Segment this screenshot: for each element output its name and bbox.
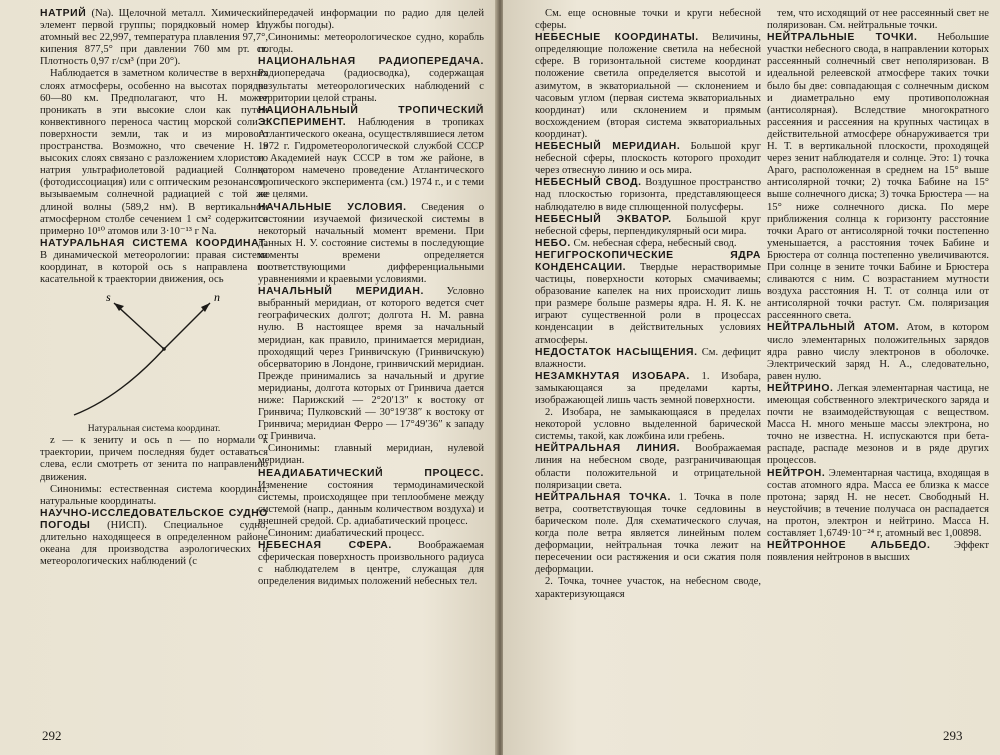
- dictionary-entry: [40, 8, 268, 68]
- entry-text: 2. Изобара, не замыкающаяся в пределах некоторой условно выделенной барической системы, такой, как ложбина или гребень.: [535, 407, 761, 443]
- entry-headword: НЕЙТРОННОЕ АЛЬБЕДО.: [767, 540, 931, 552]
- dictionary-entry: [258, 286, 484, 443]
- entry-text: Эффект появления нейтронов в высших: [767, 540, 989, 564]
- entry-headword: НАУЧНО-ИССЛЕДОВАТЕЛЬСКОЕ СУДНО ПОГОДЫ: [40, 507, 268, 531]
- axis-label-n: n: [214, 290, 220, 305]
- dictionary-entry: [535, 8, 761, 32]
- entry-headword: НЕЙТРАЛЬНАЯ ТОЧКА.: [535, 491, 671, 503]
- entry-headword: НЕЙТРАЛЬНАЯ ЛИНИЯ.: [535, 443, 681, 455]
- entry-text: Радиопередача (радиосводка), содержащая результаты метеорологических наблюдений с территории целой страны.: [258, 68, 484, 104]
- coordinate-diagram: [70, 289, 240, 419]
- right-page-column-2: [767, 8, 989, 564]
- entry-text: Большой круг небесной сферы, плоскость которого проходит через отвесную линию и ось мира.: [535, 141, 761, 177]
- left-page-column-1: [40, 8, 268, 568]
- dictionary-entry: [767, 540, 989, 564]
- entry-headword: НАЦИОНАЛЬНЫЙ ТРОПИЧЕСКИЙ ЭКСПЕРИМЕНТ.: [258, 104, 484, 128]
- entry-text: Сведения о состоянии изучаемой физической системы в некоторый начальный момент времени. При данных Н. У. состояние системы в последующие моменты времени определяется соответствующими дифференциальными уравнениями и краевыми условиями.: [258, 201, 485, 286]
- dictionary-entry: [535, 250, 761, 347]
- dictionary-entry: [40, 68, 268, 237]
- dictionary-entry: [767, 8, 989, 32]
- entry-headword: НАЧАЛЬНЫЙ МЕРИДИАН.: [258, 286, 424, 298]
- dictionary-entry: [535, 177, 761, 213]
- entry-headword: НАТУРАЛЬНАЯ СИСТЕМА КООРДИНАТ.: [40, 237, 268, 249]
- entry-headword: НАЧАЛЬНЫЕ УСЛОВИЯ.: [258, 201, 407, 213]
- dictionary-entry: [535, 32, 761, 141]
- dictionary-entry: [258, 443, 484, 467]
- entry-headword: НЕБЕСНЫЕ КООРДИНАТЫ.: [535, 32, 699, 44]
- entry-text: В динамической метеорологии: правая система координат, в которой ось s направлена по касательной к траектории движения, ось: [40, 249, 268, 286]
- dictionary-entry: [258, 468, 484, 528]
- entry-text: Большой круг небесной сферы, перпендикулярный оси мира.: [535, 213, 761, 237]
- entry-text: Синонимы: метеорологическое судно, корабль погоды.: [258, 32, 484, 56]
- left-page: [0, 0, 497, 755]
- dictionary-entry: [535, 443, 761, 491]
- dictionary-entry: [535, 141, 761, 177]
- entry-headword: НАЦИОНАЛЬНАЯ РАДИОПЕРЕДАЧА.: [258, 56, 484, 68]
- entry-headword: НЕБО.: [535, 237, 571, 249]
- entry-headword: НЕГИГРОСКОПИЧЕСКИЕ ЯДРА КОНДЕНСАЦИИ.: [535, 249, 761, 273]
- dictionary-entry: [535, 407, 761, 443]
- dictionary-entry: [535, 371, 761, 407]
- dictionary-entry: [535, 492, 761, 577]
- entry-headword: НЕБЕСНЫЙ ЭКВАТОР.: [535, 213, 672, 225]
- entry-headword: НЕЙТРИНО.: [767, 382, 834, 394]
- entry-text: См. еще основные точки и круги небесной сферы.: [535, 8, 761, 32]
- entry-headword: НЕЙТРАЛЬНЫЕ ТОЧКИ.: [767, 32, 918, 44]
- dictionary-entry: [258, 540, 484, 588]
- dictionary-entry: [767, 32, 989, 322]
- entry-text: 1. Изобара, замыкающаяся за пределами карты, изображающей лишь часть земной поверхности.: [535, 370, 761, 406]
- dictionary-entry: [40, 238, 268, 286]
- entry-text: Наблюдения в тропиках Атлантического океана, осуществлявшиеся летом 1972 г. Гидрометеорологической службой СССР и Академией наук СССР в том же районе, в котором намечено проведение Атлантического тропического эксперимента (см.) 1974 г., и с теми же целями.: [258, 116, 484, 201]
- left-page-column-2: [258, 8, 484, 589]
- entry-text: Атом, в котором число элементарных положительных зарядов ядра равно числу электронов в оболочке. Электрический заряд Н. А., следовательно, равен нулю.: [767, 322, 989, 382]
- dictionary-entry: [258, 528, 484, 540]
- entry-text: 1. Точка в поле ветра, соответствующая точке седловины в барическом поле. Для схематического случая, когда поле ветра является линейным полем деформации, нейтральная точка лежит на пересечении оси растяжения и оси сжатия поля деформации.: [535, 491, 761, 576]
- dictionary-entry: [258, 32, 484, 56]
- entry-headword: НЕЗАМКНУТАЯ ИЗОБАРА.: [535, 370, 690, 382]
- dictionary-entry: [258, 56, 484, 104]
- entry-text: Небольшие участки небесного свода, в направлении которых рассеянный солнечный свет неполяризован. В идеальной релеевской атмосфере таких точки было бы две: совпадающая с солнечным диском и диаметрально ему противоположная (антисолярная). Вследствие многократного рассеяния и рассеяния на крупных частицах в действительной атмосфере обнаруживается три Н. Т. в вертикальной плоскости, проходящей через зенит наблюдателя и солнце. Это: 1) точка Араго, расположенная в среднем на 15° выше антисолярной точки; 2) точка Бабине на 15° выше солнечного диска; 3) точка Брюстера — на 15° ниже солнечного диска. По мере приближения солнца к горизонту расстояние точки Араго от антисолярной точки постепенно уменьшается, а расстояния точек Бабине и Брюстера от солнца постепенно увеличиваются. При солнце в зените точки Бабине и Брюстера сливаются с ним. С возрастанием мутности воздуха расстояния Н. Т. от солнца или от антисолярной точки растут. См. поляризация рассеянного света.: [767, 32, 989, 322]
- entry-text: Синонимы: естественная система координат, натуральные координаты.: [40, 483, 268, 507]
- dictionary-entry: [767, 468, 989, 541]
- entry-text: z — к зениту и ось n — по нормали к траектории, причем последняя будет оставаться слева, если смотреть от зенита по направлению движения.: [40, 435, 268, 483]
- entry-headword: НЕЙТРОН.: [767, 467, 826, 479]
- right-page-column-1: [535, 8, 761, 601]
- entry-text: Синонимы: главный меридиан, нулевой меридиан.: [258, 443, 484, 467]
- dictionary-entry: [258, 105, 484, 202]
- entry-text: Легкая элементарная частица, не имеющая собственного электрического заряда и почти не взаимодействующая с веществом. Масса Н. много меньше массы электрона, но точно не известна. Н. испускаются при бета-распаде, распаде мезонов и в ряде других процессов.: [767, 382, 989, 467]
- entry-text: См. небесная сфера, небесный свод.: [570, 237, 737, 249]
- entry-headword: НЕДОСТАТОК НАСЫЩЕНИЯ.: [535, 346, 698, 358]
- entry-text: Величины, определяющие положение светила на небесной сфере. В горизонтальной системе координат положение светила определяется высотой и азимутом, в экваториальной — склонением и часовым углом (первая система экваториальных координат) или склонением и прямым восхождением (вторая система экваториальных координат).: [535, 32, 761, 140]
- entry-text: Воображаемая линия на небесном своде, разграничивающая области положительной и отрицательной поляризации света.: [535, 443, 761, 491]
- dictionary-entry: [535, 214, 761, 238]
- entry-headword: НЕБЕСНЫЙ СВОД.: [535, 177, 642, 189]
- right-page: [503, 0, 1000, 755]
- dictionary-entry: [40, 508, 268, 568]
- entry-text: Наблюдается в заметном количестве в верхних слоях атмосферы, особенно на высотах порядка 60—80 км. Предполагают, что Н. может проникать в эти высокие слои как путем конвективного переноса частиц морской соли с поверхности земли, так и из мирового пространства. Возможно, что свечение Н. в высоких слоях связано с разложением хлористого натрия ультрафиолетовой радиацией Солнца (фотодиссоциация) или с оптическим резонансом, вызываемым солнечной радиацией с той же длиной волны (589,2 нм). В вертикальном атмосферном столбе сечением 1 см² содержится примерно 10¹⁰ атомов или 3·10⁻¹³ г Na.: [40, 68, 268, 237]
- entry-text: Элементарная частица, входящая в состав атомного ядра. Масса ее близка к массе протона; заряд Н. не несет. Свободный Н. неустойчив; в течение получаса он распадается на протон, электрон и нейтрино. Масса Н. составляет 1,6749·10⁻²⁴ г, атомный вес 1,00898.: [767, 467, 989, 540]
- page-number-left: 292: [42, 728, 62, 743]
- entry-text: (Na). Щелочной металл. Химический элемент первой группы; порядковый номер 11, атомный вес 22,997, температура плавления 97,7°, кипения 877,5° при давлении 760 мм рт. ст. Плотность 0,97 г/см³ (при 20°).: [40, 8, 268, 68]
- dictionary-entry: [767, 322, 989, 382]
- figure-caption: Натуральная система координат.: [87, 423, 221, 435]
- entry-headword: НЕАДИАБАТИЧЕСКИЙ ПРОЦЕСС.: [258, 467, 484, 479]
- coordinate-system-figure: [40, 289, 268, 421]
- entry-text: Синоним: диабатический процесс.: [268, 528, 425, 540]
- entry-headword: НЕЙТРАЛЬНЫЙ АТОМ.: [767, 322, 900, 334]
- entry-text: передачей информации по радио для целей службы погоды).: [258, 8, 484, 32]
- dictionary-entry: [258, 8, 484, 32]
- axis-label-s: s: [106, 290, 111, 305]
- entry-text: Условно выбранный меридиан, от которого ведется счет географических долгот; долгота Н. М. равна нулю. В настоящее время за начальный меридиан, как правило, принимается меридиан, проходящий через Гринвичскую (Гринвичскую) обсерваторию в Лондоне, гринвичский меридиан. Прежде принимались за начальный и другие меридианы, долгота которых от Гринвича дается ниже: Парижский — 2°20′13″ к востоку от Гринвича; Пулковский — 30°19′38″ к востоку от Гринвича; меридиан Ферро — 17°49′36″ к западу от Гринвича.: [258, 286, 484, 443]
- dictionary-entry: [535, 347, 761, 371]
- dictionary-entry: [258, 202, 484, 287]
- entry-text: (НИСП). Специальное судно, длительно находящееся в определенном районе океана для производства аэрологических и метеорологических наблюдений (с: [40, 519, 268, 568]
- entry-text: тем, что исходящий от нее рассеянный свет не поляризован. См. нейтральные точки.: [767, 8, 989, 32]
- entry-text: 2. Точка, точнее участок, на небесном своде, характеризующаяся: [535, 576, 761, 600]
- dictionary-entry: [40, 435, 268, 483]
- entry-text: См. дефицит влажности.: [535, 346, 761, 370]
- entry-text: Воздушное пространство над плоскостью горизонта, представляющееся наблюдателю в виде сплющенной полусферы.: [535, 177, 761, 213]
- dictionary-entry: [40, 484, 268, 508]
- entry-headword: НЕБЕСНЫЙ МЕРИДИАН.: [535, 141, 681, 153]
- dictionary-entry: [535, 238, 761, 250]
- dictionary-entry: [767, 383, 989, 468]
- entry-headword: НЕБЕСНАЯ СФЕРА.: [258, 540, 392, 552]
- entry-text: Твердые нерастворимые частицы, поверхности которых смачиваемы; образование капелек на них происходит лишь при размере больше размеры ядра. Н. Я. К. не играют существенной роли в процессах конденсации в действительных условиях атмосферы.: [535, 261, 761, 346]
- entry-text: Изменение состояния термодинамической системы, происходящее при теплообмене между системой (напр., данным количеством воздуха) и внешней средой. Ср. адиабатический процесс.: [258, 479, 484, 527]
- page-number-right: 293: [943, 728, 963, 743]
- entry-headword: НАТРИЙ: [40, 8, 87, 19]
- entry-text: Воображаемая сферическая поверхность произвольного радиуса с наблюдателем в центре, служащая для определения видимых положений небесных тел.: [258, 540, 484, 588]
- dictionary-entry: [535, 576, 761, 600]
